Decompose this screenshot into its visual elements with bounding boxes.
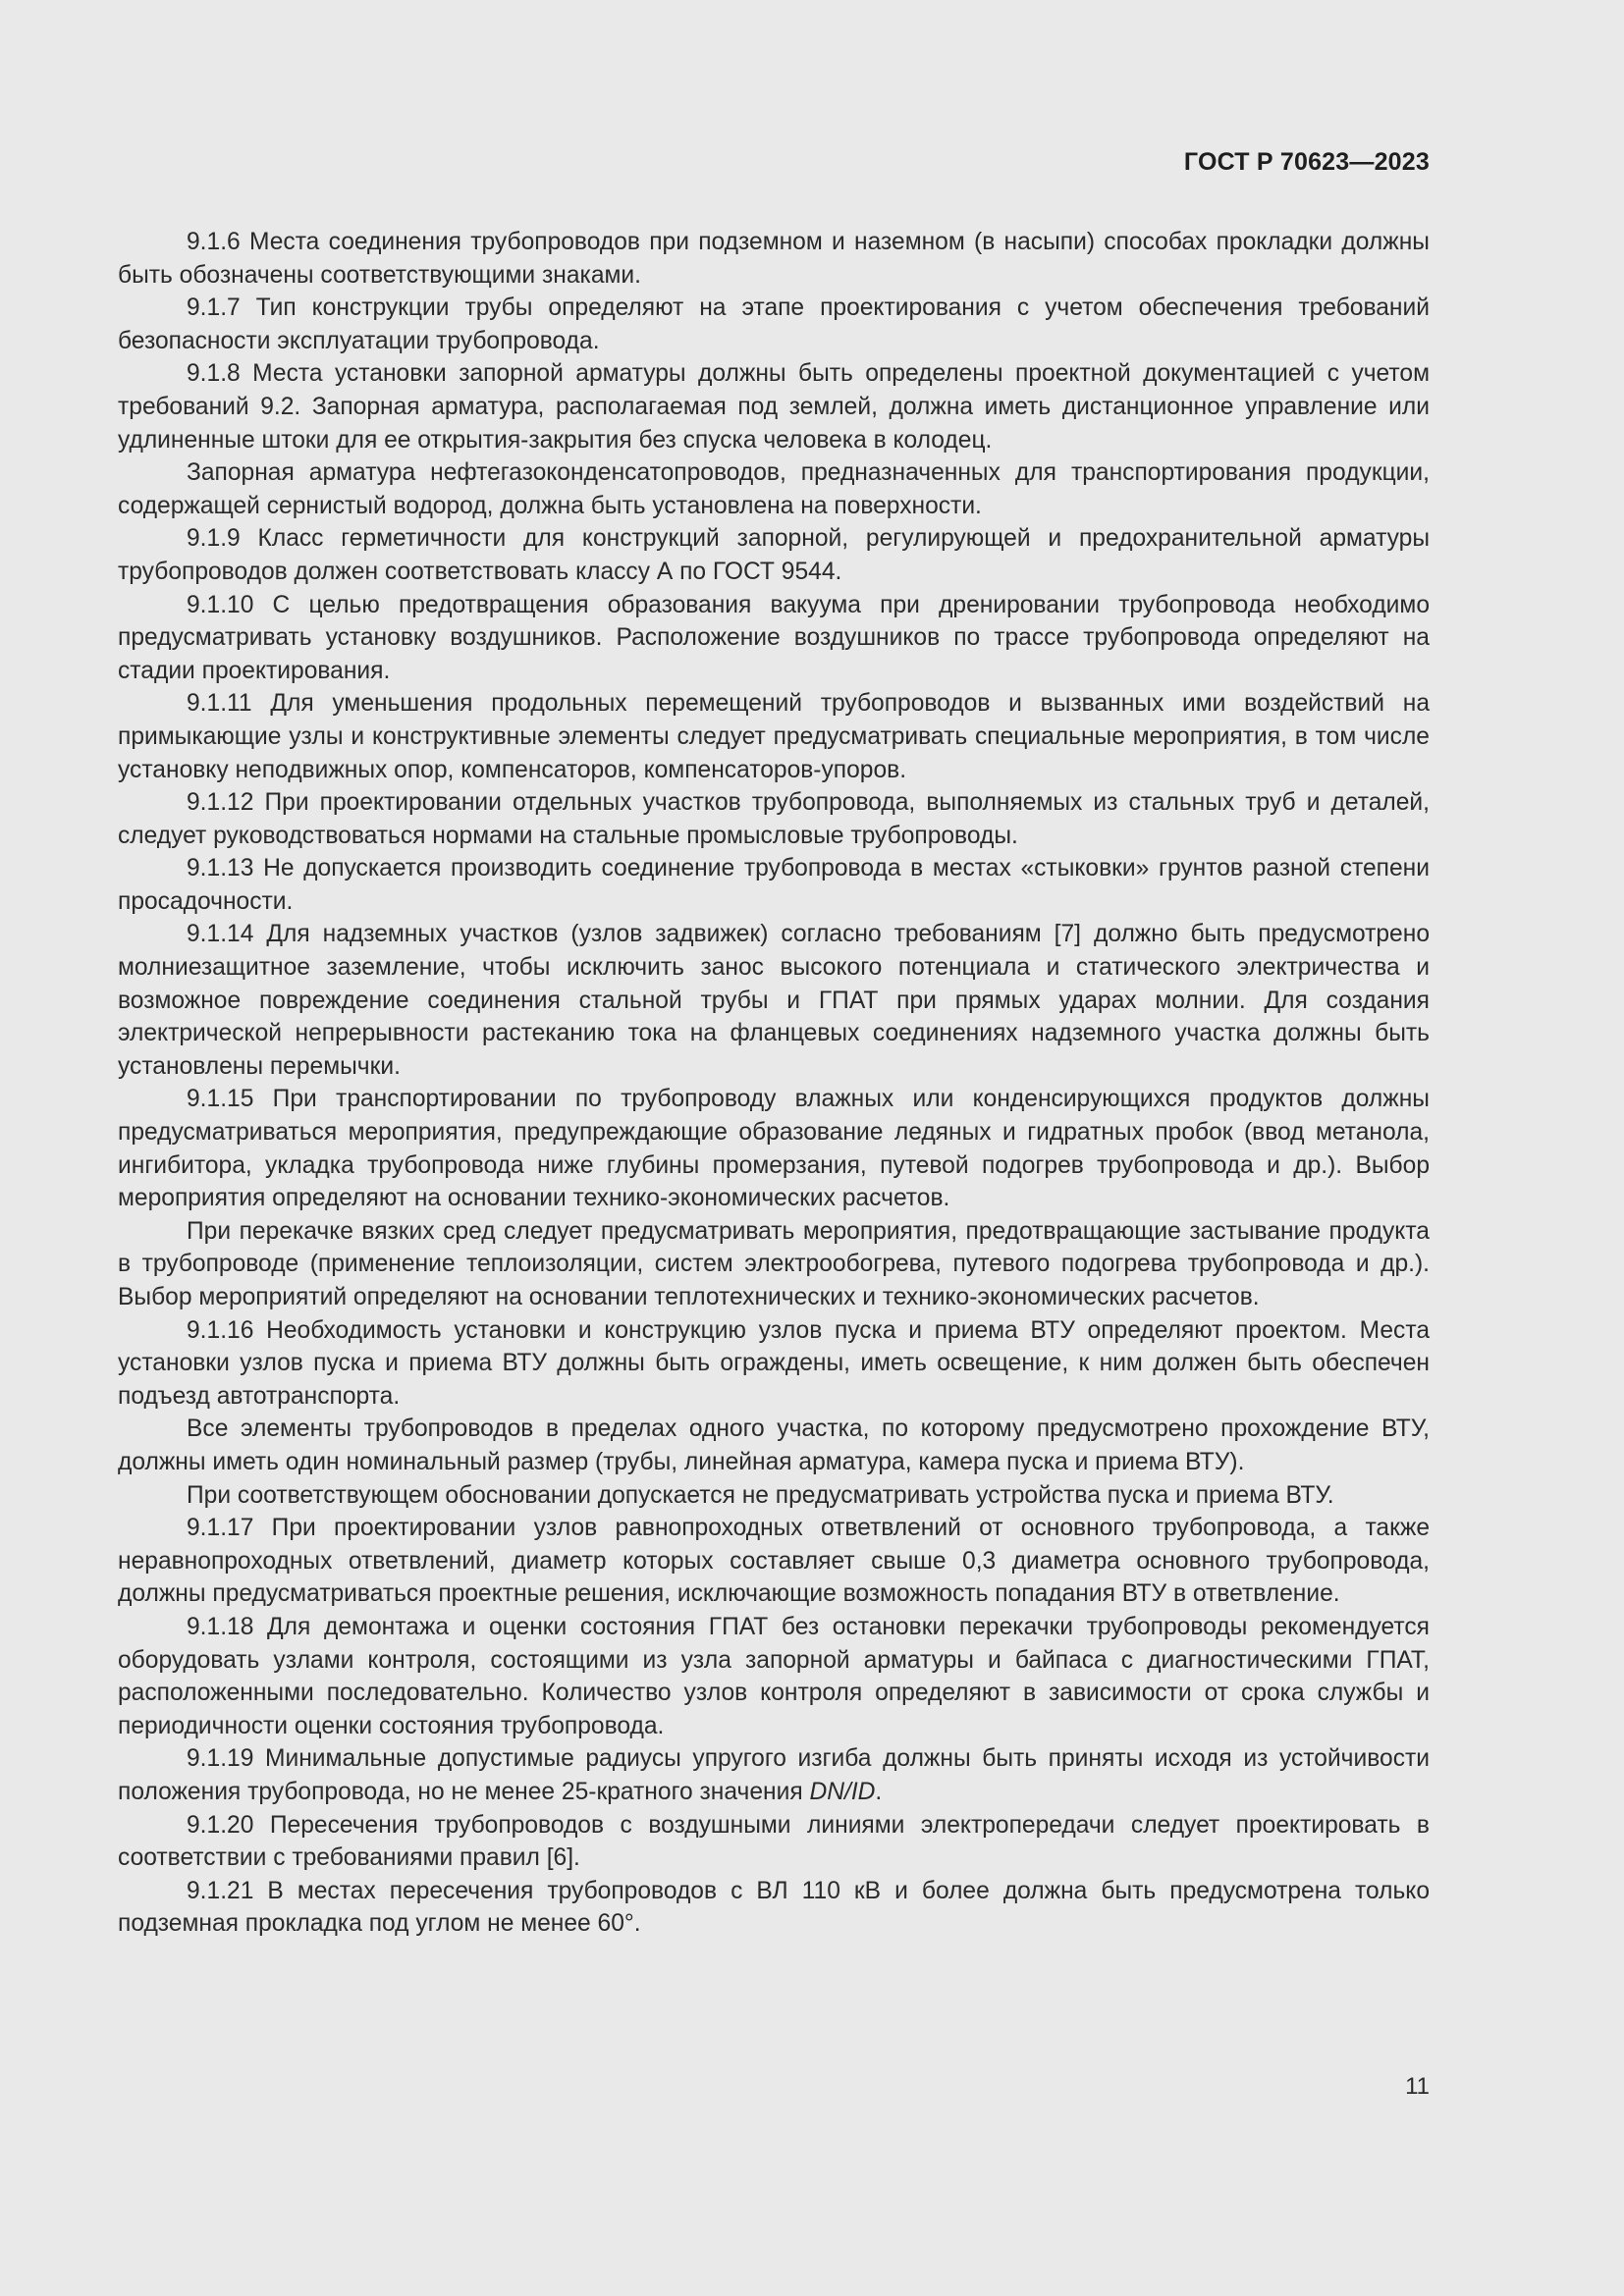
paragraph-9-1-17: 9.1.17 При проектировании узлов равнопроходных ответвлений от основного трубопровода, а также неравнопроходных ответвлений, диаметр которых составляет свыше 0,3 диаметра основного трубопровода, должны предусматриваться проектные решения, исключающие возможность попадания ВТУ в ответвление.	[118, 1515, 1430, 1608]
dn-id-term: DN/ID	[809, 1778, 876, 1805]
paragraph-9-1-15: 9.1.15 При транспортировании по трубопроводу влажных или конденсирующихся продуктов должны предусматриваться мероприятия, предупреждающие образование ледяных и гидратных пробок (ввод метанола, ингибитора, укладка трубопровода ниже глубины промерзания, путевой подогрев трубопровода и др.). Выбор мероприятия определяют на основании технико-экономических расчетов.	[118, 1086, 1430, 1212]
paragraph-9-1-6: 9.1.6 Места соединения трубопроводов при подземном и наземном (в насыпи) способах прокладки должны быть обозначены соответствующими знаками.	[118, 229, 1430, 289]
paragraph-9-1-13: 9.1.13 Не допускается производить соединение трубопровода в местах «стыковки» грунтов разной степени просадочности.	[118, 855, 1430, 915]
paragraph-9-1-19-text: 9.1.19 Минимальные допустимые радиусы упругого изгиба должны быть приняты исходя из устойчивости положения трубопровода, но не менее 25-кратного значения	[118, 1745, 1430, 1805]
paragraph-9-1-8: 9.1.8 Места установки запорной арматуры должны быть определены проектной документацией с учетом требований 9.2. Запорная арматура, располагаемая под землей, должна иметь дистанционное управление или удлиненные штоки для ее открытия-закрытия без спуска человека в колодец.	[118, 360, 1430, 454]
paragraph-9-1-8-continuation: Запорная арматура нефтегазоконденсатопроводов, предназначенных для транспортирования продукции, содержащей сернистый водород, должна быть установлена на поверхности.	[118, 459, 1430, 519]
paragraph-9-1-16: 9.1.16 Необходимость установки и конструкцию узлов пуска и приема ВТУ определяют проектом. Места установки узлов пуска и приема ВТУ должны быть ограждены, иметь освещение, к ним должен быть обеспечен подъезд автотранспорта.	[118, 1316, 1430, 1410]
paragraph-9-1-18: 9.1.18 Для демонтажа и оценки состояния ГПАТ без остановки перекачки трубопроводы рекомендуется оборудовать узлами контроля, состоящими из узла запорной арматуры и байпаса с диагностическими ГПАТ, расположенными последовательно. Количество узлов контроля определяют в зависимости от срока службы и периодичности оценки состояния трубопровода.	[118, 1613, 1430, 1739]
paragraph-9-1-16-continuation-1: Все элементы трубопроводов в пределах одного участка, по которому предусмотрено прохождение ВТУ, должны иметь один номинальный размер (трубы, линейная арматура, камера пуска и приема ВТУ).	[118, 1415, 1430, 1475]
paragraph-9-1-12: 9.1.12 При проектировании отдельных участков трубопровода, выполняемых из стальных труб и деталей, следует руководствоваться нормами на стальные промысловые трубопроводы.	[118, 789, 1430, 849]
paragraph-9-1-15-continuation: При перекачке вязких сред следует предусматривать мероприятия, предотвращающие застывание продукта в трубопроводе (применение теплоизоляции, систем электрообогрева, путевого подогрева трубопровода и др.). Выбор мероприятий определяют на основании теплотехнических и технико-экономических расчетов.	[118, 1217, 1430, 1310]
paragraph-9-1-7: 9.1.7 Тип конструкции трубы определяют на этапе проектирования с учетом обеспечения требований безопасности эксплуатации трубопровода.	[118, 294, 1430, 354]
paragraph-9-1-19-end: .	[875, 1778, 883, 1805]
paragraph-9-1-14: 9.1.14 Для надземных участков (узлов задвижек) согласно требованиям [7] должно быть предусмотрено молниезащитное заземление, чтобы исключить занос высокого потенциала и статического электричества и возможное повреждение соединения стальной трубы и ГПАТ при прямых ударах молнии. Для создания электрической непрерывности растеканию тока на фланцевых соединениях надземного участка должны быть установлены перемычки.	[118, 921, 1430, 1080]
paragraph-9-1-9: 9.1.9 Класс герметичности для конструкций запорной, регулирующей и предохранительной арматуры трубопроводов должен соответствовать классу А по ГОСТ 9544.	[118, 525, 1430, 585]
document-body	[118, 226, 1430, 1941]
paragraph-9-1-10: 9.1.10 С целью предотвращения образования вакуума при дренировании трубопровода необходимо предусматривать установку воздушников. Расположение воздушников по трассе трубопровода определяют на стадии проектирования.	[118, 591, 1430, 684]
document-code-header: ГОСТ Р 70623—2023	[1183, 148, 1430, 176]
page-number: 11	[1405, 2073, 1430, 2100]
paragraph-9-1-19	[118, 1742, 1430, 1808]
paragraph-9-1-21: 9.1.21 В местах пересечения трубопроводов с ВЛ 110 кВ и более должна быть предусмотрена только подземная прокладка под углом не менее 60°.	[118, 1877, 1430, 1938]
paragraph-9-1-20: 9.1.20 Пересечения трубопроводов с воздушными линиями электропередачи следует проектировать в соответствии с требованиями правил [6].	[118, 1811, 1430, 1872]
paragraph-9-1-11: 9.1.11 Для уменьшения продольных перемещений трубопроводов и вызванных ими воздействий на примыкающие узлы и конструктивные элементы следует предусматривать специальные мероприятия, в том числе установку неподвижных опор, компенсаторов, компенсаторов-упоров.	[118, 690, 1430, 783]
paragraph-9-1-16-continuation-2: При соответствующем обосновании допускается не предусматривать устройства пуска и приема ВТУ.	[187, 1481, 1334, 1509]
